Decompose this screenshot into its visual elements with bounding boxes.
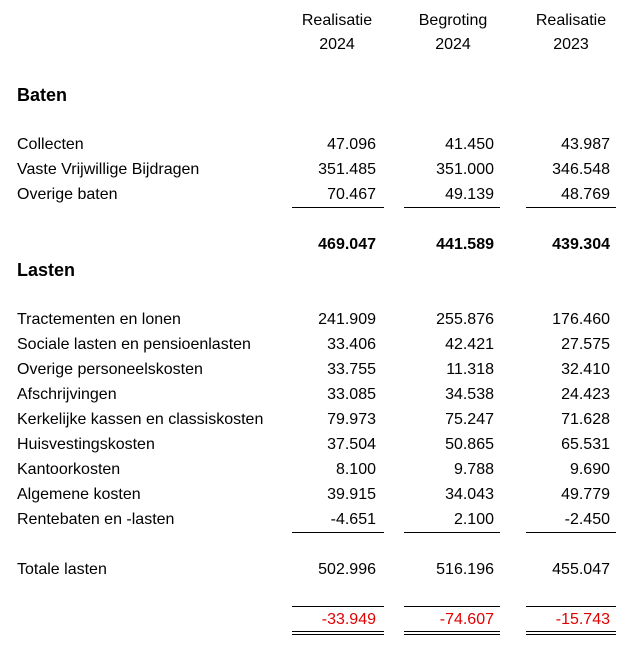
value-begroting-2024: 50.865: [445, 436, 494, 453]
value-realisatie-2023: 176.460: [552, 311, 610, 328]
value-realisatie-2023: -2.450: [564, 511, 610, 528]
total-realisatie-2024: 502.996: [318, 561, 376, 578]
subtotal-rule: [292, 207, 384, 208]
value-begroting-2024: 9.788: [453, 461, 494, 478]
table-row: [0, 436, 636, 461]
total-begroting-2024: 516.196: [436, 561, 494, 578]
value-realisatie-2024: 79.973: [327, 411, 376, 428]
value-realisatie-2023: 65.531: [561, 436, 610, 453]
result-row: [0, 611, 636, 636]
row-label: Kantoorkosten: [17, 461, 121, 478]
subtotal-rule: [404, 207, 500, 208]
table-row: [0, 486, 636, 511]
value-realisatie-2023: 24.423: [561, 386, 610, 403]
result-begroting-2024: -74.607: [439, 611, 494, 628]
result-realisatie-2024: -33.949: [321, 611, 376, 628]
value-realisatie-2023: 48.769: [561, 186, 610, 203]
row-label: Tractementen en lonen: [17, 311, 181, 328]
value-realisatie-2024: -4.651: [330, 511, 376, 528]
value-realisatie-2023: 27.575: [561, 336, 610, 353]
subtotal-rule: [404, 532, 500, 533]
value-begroting-2024: 255.876: [436, 311, 494, 328]
value-begroting-2024: 75.247: [445, 411, 494, 428]
row-label: Overige baten: [17, 186, 118, 203]
table-row: [0, 411, 636, 436]
value-begroting-2024: 34.538: [445, 386, 494, 403]
value-begroting-2024: 42.421: [445, 336, 494, 353]
lasten-total-row: [0, 561, 636, 586]
row-label: Rentebaten en -lasten: [17, 511, 175, 528]
row-label: Totale lasten: [17, 561, 107, 578]
total-begroting-2024: 441.589: [436, 236, 494, 253]
row-label: Kerkelijke kassen en classiskosten: [17, 411, 264, 428]
header-realisatie-2024: [287, 9, 387, 57]
table-row: [0, 161, 636, 186]
value-realisatie-2024: 37.504: [327, 436, 376, 453]
value-realisatie-2023: 32.410: [561, 361, 610, 378]
value-realisatie-2024: 33.755: [327, 361, 376, 378]
row-label: Afschrijvingen: [17, 386, 117, 403]
value-realisatie-2024: 70.467: [327, 186, 376, 203]
header-line: 2024: [319, 36, 355, 53]
result-double-rule: [404, 631, 500, 632]
result-top-rule: [404, 606, 500, 607]
section-title-lasten: Lasten: [17, 260, 76, 280]
value-realisatie-2024: 47.096: [327, 136, 376, 153]
header-line: Begroting: [418, 12, 488, 29]
value-realisatie-2023: 49.779: [561, 486, 610, 503]
row-label: Algemene kosten: [17, 486, 141, 503]
result-double-rule: [404, 634, 500, 635]
row-label: Sociale lasten en pensioenlasten: [17, 336, 251, 353]
result-double-rule: [292, 634, 384, 635]
header-begroting-2024: [403, 9, 503, 57]
value-realisatie-2024: 33.085: [327, 386, 376, 403]
value-begroting-2024: 41.450: [445, 136, 494, 153]
row-label: Huisvestingskosten: [17, 436, 155, 453]
value-begroting-2024: 351.000: [436, 161, 494, 178]
table-row: [0, 461, 636, 486]
value-realisatie-2024: 241.909: [318, 311, 376, 328]
value-realisatie-2023: 71.628: [561, 411, 610, 428]
row-label: Collecten: [17, 136, 84, 153]
value-realisatie-2023: 43.987: [561, 136, 610, 153]
table-row: [0, 386, 636, 411]
subtotal-rule: [526, 207, 616, 208]
value-realisatie-2024: 8.100: [335, 461, 376, 478]
result-realisatie-2023: -15.743: [555, 611, 610, 628]
total-realisatie-2023: 439.304: [552, 236, 610, 253]
value-begroting-2024: 49.139: [445, 186, 494, 203]
header-line: 2023: [553, 36, 589, 53]
header-line: 2024: [435, 36, 471, 53]
table-row: [0, 136, 636, 161]
baten-total-row: [0, 236, 636, 261]
subtotal-rule: [292, 532, 384, 533]
value-realisatie-2024: 33.406: [327, 336, 376, 353]
row-label: Overige personeelskosten: [17, 361, 203, 378]
result-double-rule: [526, 631, 616, 632]
result-double-rule: [292, 631, 384, 632]
section-title-baten: Baten: [17, 85, 68, 105]
value-realisatie-2023: 9.690: [569, 461, 610, 478]
row-label: Vaste Vrijwillige Bijdragen: [17, 161, 200, 178]
value-begroting-2024: 2.100: [453, 511, 494, 528]
result-top-rule: [526, 606, 616, 607]
value-begroting-2024: 34.043: [445, 486, 494, 503]
subtotal-rule: [526, 532, 616, 533]
value-realisatie-2024: 39.915: [327, 486, 376, 503]
total-realisatie-2023: 455.047: [552, 561, 610, 578]
table-row: [0, 361, 636, 386]
header-line: Realisatie: [301, 12, 373, 29]
table-row: [0, 311, 636, 336]
value-begroting-2024: 11.318: [446, 361, 494, 378]
header-line: Realisatie: [535, 12, 607, 29]
value-realisatie-2023: 346.548: [552, 161, 610, 178]
value-realisatie-2024: 351.485: [318, 161, 376, 178]
table-row: [0, 336, 636, 361]
result-top-rule: [292, 606, 384, 607]
header-realisatie-2023: [521, 9, 621, 57]
total-realisatie-2024: 469.047: [318, 236, 376, 253]
result-double-rule: [526, 634, 616, 635]
